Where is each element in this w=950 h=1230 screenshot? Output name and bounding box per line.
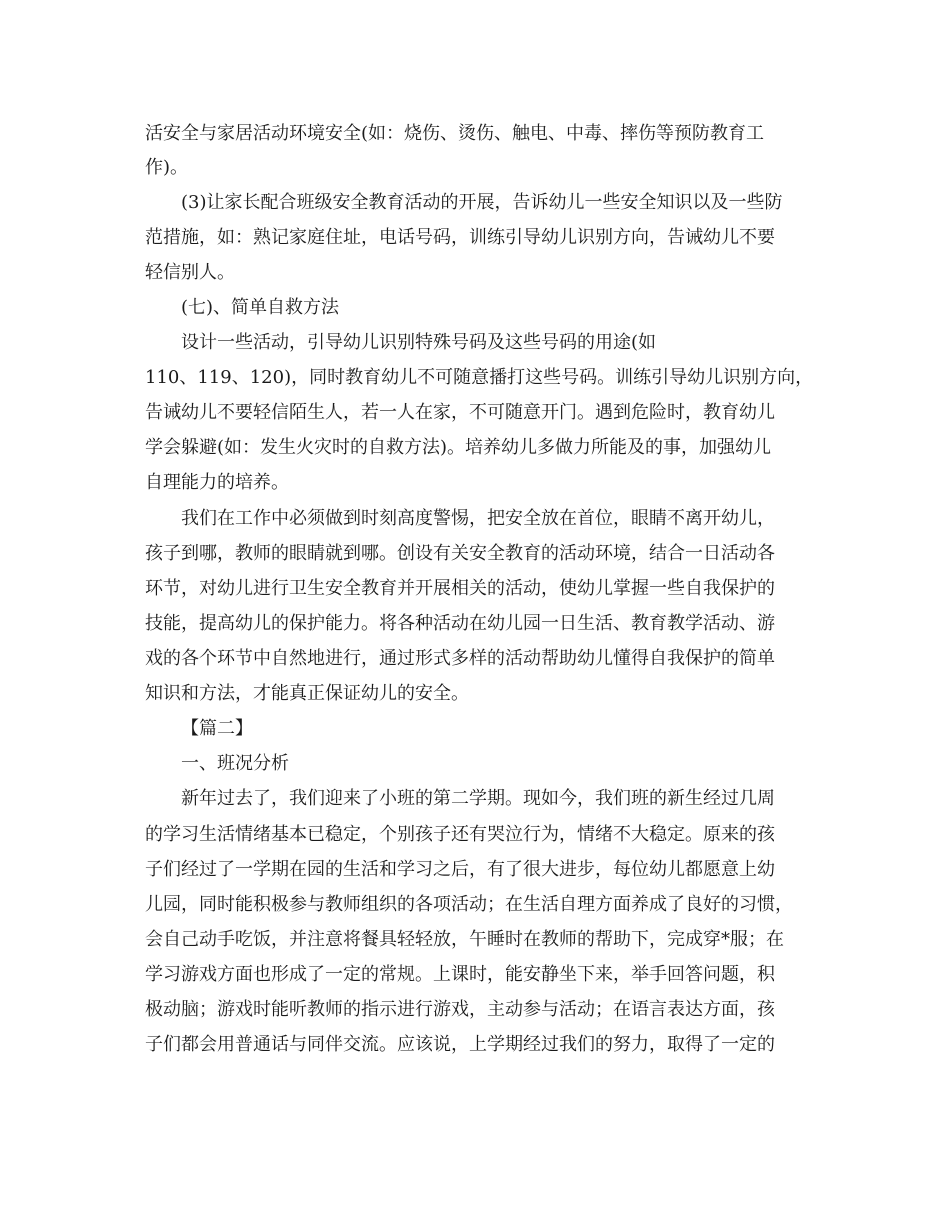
text-line: 自理能力的培养。 <box>145 472 289 493</box>
text-line: 110、119、120)，同时教育幼儿不可随意播打这些号码。训练引导幼儿识别方向， <box>145 367 814 388</box>
text-line: 技能，提高幼儿的保护能力。将各种活动在幼儿园一日生活、教育教学活动、游 <box>145 613 775 634</box>
text-line: 儿园，同时能积极参与教师组织的各项活动；在生活自理方面养成了良好的习惯， <box>145 894 793 915</box>
section-heading: 【篇二】 <box>181 718 253 739</box>
section-heading: (七)、简单自救方法 <box>181 297 340 318</box>
text-line: 新年过去了，我们迎来了小班的第二学期。现如今，我们班的新生经过几周 <box>181 788 775 809</box>
text-line: 活安全与家居活动环境安全(如：烧伤、烫伤、触电、中毒、摔伤等预防教育工 <box>145 123 765 144</box>
text-line: 告诫幼儿不要轻信陌生人，若一人在家，不可随意开门。遇到危险时，教育幼儿 <box>145 402 775 423</box>
text-line: 学会躲避(如：发生火灾时的自救方法)。培养幼儿多做力所能及的事，加强幼儿 <box>145 437 772 458</box>
text-line: 设计一些活动，引导幼儿识别特殊号码及这些号码的用途(如 <box>181 332 657 353</box>
text-line: 范措施，如：熟记家庭住址，电话号码，训练引导幼儿识别方向，告诫幼儿不要 <box>145 227 775 248</box>
text-line: 知识和方法，才能真正保证幼儿的安全。 <box>145 683 469 704</box>
text-line: 孩子到哪，教师的眼睛就到哪。创设有关安全教育的活动环境，结合一日活动各 <box>145 543 775 564</box>
text-line: 戏的各个环节中自然地进行，通过形式多样的活动帮助幼儿懂得自我保护的简单 <box>145 648 775 669</box>
text-line: 我们在工作中必须做到时刻高度警惕，把安全放在首位，眼睛不离开幼儿， <box>181 508 775 529</box>
text-line: 作)。 <box>145 157 189 178</box>
section-heading: 一、班况分析 <box>181 753 289 774</box>
text-line: 子们都会用普通话与同伴交流。应该说，上学期经过我们的努力，取得了一定的 <box>145 1034 775 1055</box>
text-line: 轻信别人。 <box>145 262 235 283</box>
text-line: (3)让家长配合班级安全教育活动的开展，告诉幼儿一些安全知识以及一些防 <box>181 192 783 213</box>
text-line: 会自己动手吃饭，并注意将餐具轻轻放，午睡时在教师的帮助下，完成穿*服；在 <box>145 929 784 950</box>
text-line: 环节，对幼儿进行卫生安全教育并开展相关的活动，使幼儿掌握一些自我保护的 <box>145 578 775 599</box>
text-line: 极动脑；游戏时能听教师的指示进行游戏，主动参与活动；在语言表达方面，孩 <box>145 999 775 1020</box>
text-line: 的学习生活情绪基本已稳定，个别孩子还有哭泣行为，情绪不大稳定。原来的孩 <box>145 824 775 845</box>
text-line: 子们经过了一学期在园的生活和学习之后，有了很大进步，每位幼儿都愿意上幼 <box>145 859 775 880</box>
text-line: 学习游戏方面也形成了一定的常规。上课时，能安静坐下来，举手回答问题，积 <box>145 964 775 985</box>
